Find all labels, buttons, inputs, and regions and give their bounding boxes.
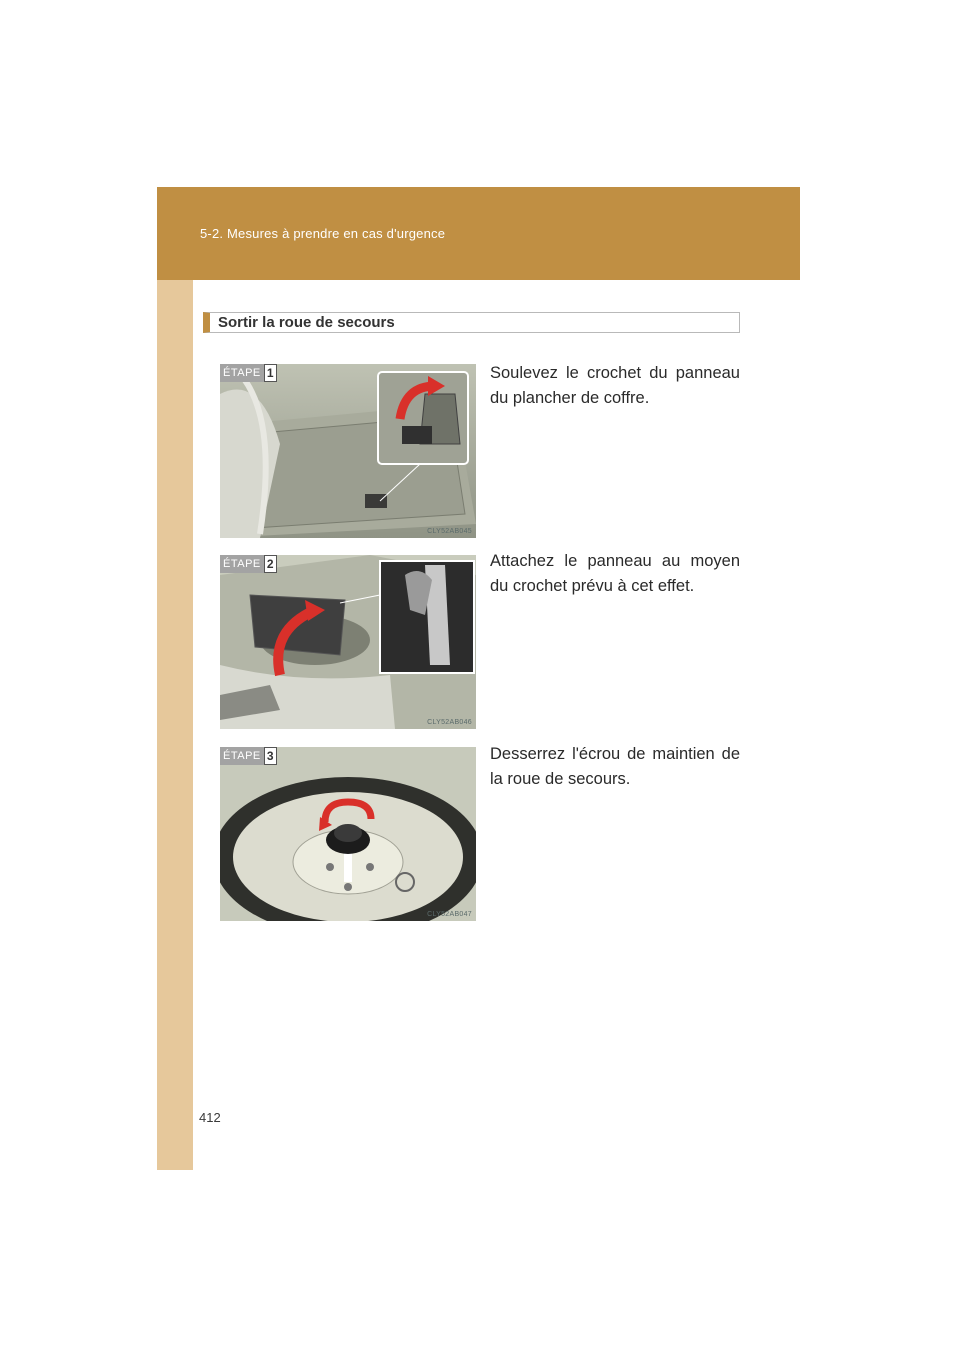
- side-strip: [157, 187, 193, 1170]
- step-1-image-code: CLY52AB045: [427, 528, 472, 535]
- step-2-badge: ÉTAPE 2: [220, 555, 277, 573]
- step-3-image-code: CLY52AB047: [427, 911, 472, 918]
- step-1-badge: ÉTAPE 1: [220, 364, 277, 382]
- step-2-illustration: [220, 555, 476, 729]
- section-heading-text: Sortir la roue de secours: [218, 314, 395, 331]
- page-number: 412: [199, 1110, 221, 1125]
- step-2-image-code: CLY52AB046: [427, 719, 472, 726]
- step-3-badge: ÉTAPE 3: [220, 747, 277, 765]
- step-1-text: Soulevez le crochet du panneau du plancher de coffre.: [490, 364, 740, 407]
- step-2-text: Attachez le panneau au moyen du crochet prévu à cet effet.: [490, 552, 740, 595]
- chapter-title: 5-2. Mesures à prendre en cas d'urgence: [200, 226, 446, 241]
- step-1-illustration: [220, 364, 476, 538]
- step-3-illustration: [220, 747, 476, 921]
- section-heading: [203, 312, 740, 333]
- step-3-text: Desserrez l'écrou de maintien de la roue de secours.: [490, 745, 740, 788]
